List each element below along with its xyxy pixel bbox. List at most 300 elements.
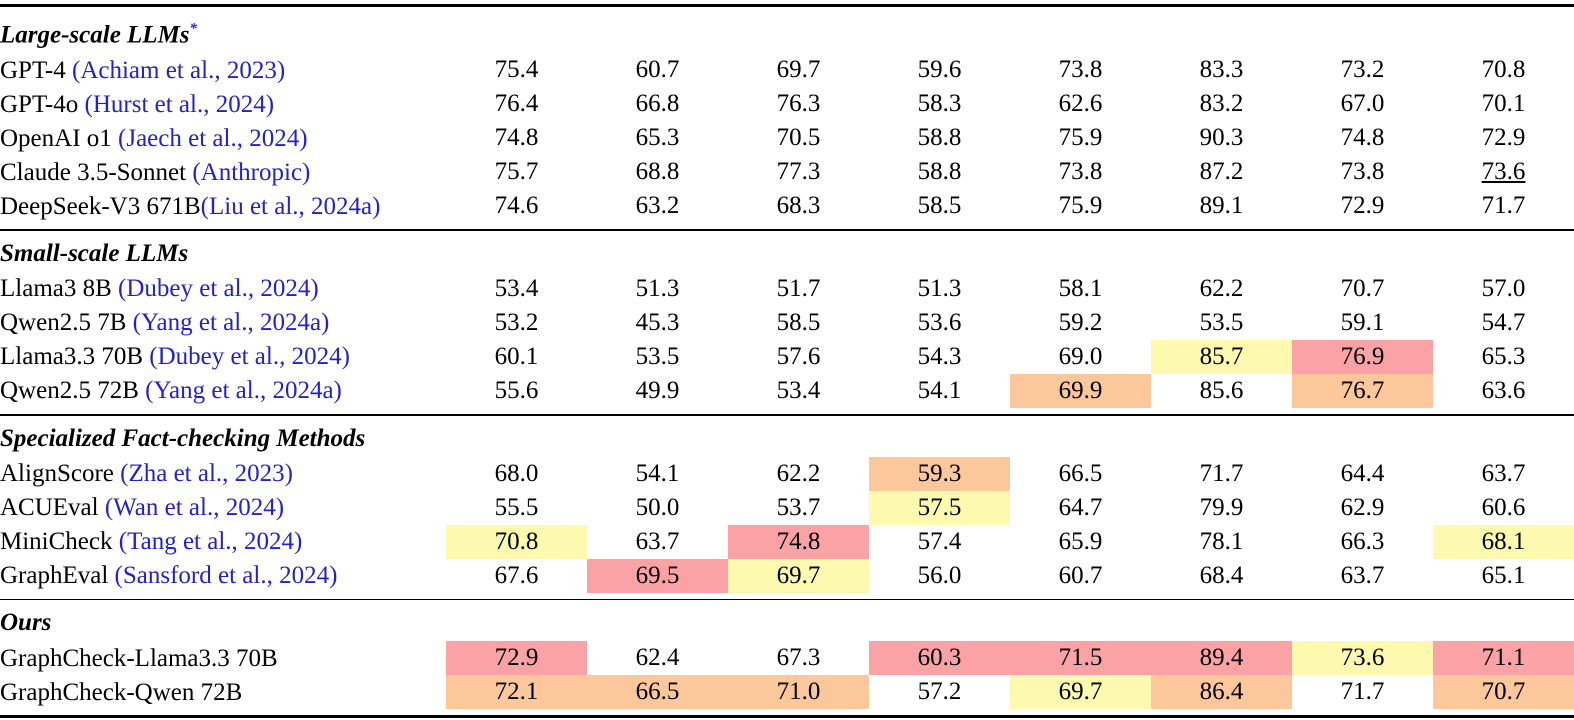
metric-cell xyxy=(1433,457,1574,491)
metric-value: 58.5 xyxy=(917,192,962,220)
metric-value: 63.7 xyxy=(635,527,680,555)
metric-cell xyxy=(446,155,587,189)
model-name-cell xyxy=(0,155,446,189)
metric-value: 62.2 xyxy=(1199,274,1244,302)
table-row xyxy=(0,306,1574,340)
metric-cell xyxy=(869,374,1010,408)
metric-value: 75.4 xyxy=(494,56,539,84)
metric-value: 49.9 xyxy=(635,376,680,404)
metric-cell xyxy=(728,491,869,525)
metric-value: 75.7 xyxy=(494,158,539,186)
model-name: AlignScore xyxy=(0,460,121,488)
metric-cell xyxy=(1292,306,1433,340)
metric-cell xyxy=(728,272,869,306)
metric-value: 53.5 xyxy=(1199,308,1244,336)
metric-value: 73.8 xyxy=(1340,158,1385,186)
metric-value: 66.5 xyxy=(587,675,728,709)
metric-value: 69.0 xyxy=(1058,342,1103,370)
metric-value: 53.5 xyxy=(635,342,680,370)
section-header-row xyxy=(0,11,1574,53)
metric-cell xyxy=(587,121,728,155)
metric-value: 85.6 xyxy=(1199,376,1244,404)
metric-value: 72.1 xyxy=(446,675,587,709)
metric-value: 69.7 xyxy=(776,56,821,84)
metric-cell xyxy=(1292,525,1433,559)
metric-value: 73.6 xyxy=(1292,641,1433,675)
metric-cell xyxy=(728,189,869,223)
metric-value: 70.1 xyxy=(1481,90,1526,118)
metric-cell xyxy=(587,53,728,87)
section-title: Specialized Fact-checking Methods xyxy=(0,424,366,452)
metric-value: 53.2 xyxy=(494,308,539,336)
metric-cell xyxy=(728,641,869,675)
metric-cell xyxy=(728,155,869,189)
metric-cell xyxy=(869,121,1010,155)
metric-cell xyxy=(1433,641,1574,675)
metric-cell xyxy=(869,87,1010,121)
metric-value: 66.8 xyxy=(635,90,680,118)
table-rule xyxy=(0,593,1574,606)
metric-cell xyxy=(1292,491,1433,525)
table-row xyxy=(0,121,1574,155)
metric-value: 77.3 xyxy=(776,158,821,186)
metric-value: 65.1 xyxy=(1481,561,1526,589)
metric-value: 75.9 xyxy=(1058,124,1103,152)
metric-value: 86.4 xyxy=(1151,675,1292,709)
model-name-cell xyxy=(0,457,446,491)
metric-cell xyxy=(446,457,587,491)
section-title: Large-scale LLMs xyxy=(0,21,190,49)
metric-cell xyxy=(587,374,728,408)
metric-cell xyxy=(1292,559,1433,593)
metric-cell xyxy=(1151,374,1292,408)
metric-value: 71.1 xyxy=(1433,641,1574,675)
metric-cell xyxy=(1151,155,1292,189)
metric-value: 57.2 xyxy=(917,678,962,706)
metric-cell xyxy=(1292,155,1433,189)
metric-value: 66.5 xyxy=(1058,459,1103,487)
model-name-cell xyxy=(0,121,446,155)
metric-value: 70.7 xyxy=(1433,675,1574,709)
model-name: GraphCheck-Llama3.3 70B xyxy=(0,644,278,672)
metric-value: 67.3 xyxy=(776,644,821,672)
table-row xyxy=(0,525,1574,559)
metric-value: 60.7 xyxy=(1058,561,1103,589)
metric-value: 70.7 xyxy=(1340,274,1385,302)
metric-cell xyxy=(1010,272,1151,306)
metric-cell xyxy=(446,491,587,525)
metric-value: 59.1 xyxy=(1340,308,1385,336)
model-name-cell xyxy=(0,559,446,593)
metric-value: 53.7 xyxy=(776,493,821,521)
metric-cell xyxy=(587,641,728,675)
model-name-cell xyxy=(0,374,446,408)
metric-value: 72.9 xyxy=(1340,192,1385,220)
metric-value: 45.3 xyxy=(635,308,680,336)
metric-value: 67.6 xyxy=(494,561,539,589)
metric-value: 59.6 xyxy=(917,56,962,84)
metric-cell xyxy=(1151,641,1292,675)
metric-value: 78.1 xyxy=(1199,527,1244,555)
model-name: GPT-4 xyxy=(0,56,73,84)
metric-cell xyxy=(869,155,1010,189)
metric-cell xyxy=(1292,340,1433,374)
metric-cell xyxy=(587,87,728,121)
metric-value: 73.2 xyxy=(1340,56,1385,84)
table-row xyxy=(0,675,1574,709)
metric-cell xyxy=(869,457,1010,491)
metric-cell xyxy=(1010,53,1151,87)
metric-cell xyxy=(587,272,728,306)
metric-value: 54.3 xyxy=(917,342,962,370)
metric-cell xyxy=(728,306,869,340)
metric-cell xyxy=(1010,189,1151,223)
metric-value: 53.4 xyxy=(776,376,821,404)
metric-cell xyxy=(869,559,1010,593)
metric-cell xyxy=(1433,189,1574,223)
metric-cell xyxy=(1010,155,1151,189)
metric-cell xyxy=(1292,121,1433,155)
metric-value: 83.3 xyxy=(1199,56,1244,84)
metric-cell xyxy=(1151,87,1292,121)
metric-value: 63.2 xyxy=(635,192,680,220)
metric-value: 68.8 xyxy=(635,158,680,186)
table-rule xyxy=(0,0,1574,11)
table-rule xyxy=(0,709,1574,720)
metric-cell xyxy=(1151,457,1292,491)
model-name-cell xyxy=(0,675,446,709)
section-header-row xyxy=(0,236,1574,272)
metric-cell xyxy=(728,340,869,374)
metric-cell xyxy=(1433,272,1574,306)
metric-cell xyxy=(869,306,1010,340)
metric-cell xyxy=(728,53,869,87)
metric-cell xyxy=(869,491,1010,525)
table-row xyxy=(0,374,1574,408)
metric-cell xyxy=(1292,374,1433,408)
metric-cell xyxy=(1010,121,1151,155)
model-name: ACUEval xyxy=(0,494,105,522)
metric-cell xyxy=(446,87,587,121)
metric-cell xyxy=(1010,491,1151,525)
model-name-cell xyxy=(0,53,446,87)
metric-value: 73.8 xyxy=(1058,56,1103,84)
metric-value: 71.7 xyxy=(1481,192,1526,220)
metric-cell xyxy=(1151,491,1292,525)
metric-cell xyxy=(1292,189,1433,223)
metric-value: 69.7 xyxy=(728,559,869,593)
metric-cell xyxy=(587,155,728,189)
section-header-row xyxy=(0,605,1574,641)
metric-cell xyxy=(728,121,869,155)
metric-value: 58.3 xyxy=(917,90,962,118)
metric-cell xyxy=(1010,641,1151,675)
citation-link[interactable]: (Jaech et al., 2024) xyxy=(118,124,308,152)
metric-cell xyxy=(1010,374,1151,408)
metric-value: 58.8 xyxy=(917,158,962,186)
metric-cell xyxy=(1292,675,1433,709)
model-name-cell xyxy=(0,340,446,374)
metric-value: 59.2 xyxy=(1058,308,1103,336)
metric-cell xyxy=(1433,155,1574,189)
metric-value: 63.7 xyxy=(1481,459,1526,487)
metric-value: 70.8 xyxy=(446,525,587,559)
metric-value: 53.6 xyxy=(917,308,962,336)
metric-cell xyxy=(446,53,587,87)
metric-value: 79.9 xyxy=(1199,493,1244,521)
citation-link[interactable]: (Yang et al., 2024a) xyxy=(145,377,342,405)
metric-cell xyxy=(869,53,1010,87)
metric-cell xyxy=(869,641,1010,675)
metric-cell xyxy=(1433,340,1574,374)
citation-link[interactable]: (Zha et al., 2023) xyxy=(120,460,293,488)
metric-value: 76.3 xyxy=(776,90,821,118)
metric-value: 64.4 xyxy=(1340,459,1385,487)
metric-cell xyxy=(1151,53,1292,87)
metric-value: 65.9 xyxy=(1058,527,1103,555)
metric-value: 69.5 xyxy=(587,559,728,593)
metric-cell xyxy=(728,374,869,408)
metric-value: 62.4 xyxy=(635,644,680,672)
metric-value: 63.6 xyxy=(1481,376,1526,404)
model-name-cell xyxy=(0,525,446,559)
metric-cell xyxy=(446,272,587,306)
metric-value: 74.8 xyxy=(1340,124,1385,152)
metric-value: 87.2 xyxy=(1199,158,1244,186)
metric-cell xyxy=(728,457,869,491)
model-name-cell xyxy=(0,87,446,121)
table-row xyxy=(0,53,1574,87)
metric-value: 74.8 xyxy=(728,525,869,559)
metric-value: 63.7 xyxy=(1340,561,1385,589)
metric-value: 76.4 xyxy=(494,90,539,118)
metric-value: 62.6 xyxy=(1058,90,1103,118)
metric-value: 70.8 xyxy=(1481,56,1526,84)
metric-value: 90.3 xyxy=(1199,124,1244,152)
section-title-superscript: * xyxy=(189,21,198,37)
metric-cell xyxy=(1433,559,1574,593)
metric-cell xyxy=(1151,559,1292,593)
citation-link[interactable]: (Yang et al., 2024a) xyxy=(132,309,330,337)
metric-value: 54.1 xyxy=(917,376,962,404)
metric-cell xyxy=(1433,525,1574,559)
metric-cell xyxy=(1292,457,1433,491)
metric-cell xyxy=(728,87,869,121)
section-header-row xyxy=(0,421,1574,457)
metric-value: 57.5 xyxy=(869,491,1010,525)
metric-cell xyxy=(1010,559,1151,593)
citation-link[interactable]: (Sansford et al., 2024) xyxy=(114,562,338,590)
metric-value: 71.7 xyxy=(1199,459,1244,487)
metric-value: 57.4 xyxy=(917,527,962,555)
metric-cell xyxy=(587,189,728,223)
metric-cell xyxy=(587,525,728,559)
citation-link[interactable]: (Dubey et al., 2024) xyxy=(118,275,319,303)
metric-cell xyxy=(1151,306,1292,340)
metric-value: 89.4 xyxy=(1151,641,1292,675)
metric-cell xyxy=(587,306,728,340)
metric-value: 56.0 xyxy=(917,561,962,589)
metric-cell xyxy=(446,559,587,593)
metric-value: 68.3 xyxy=(776,192,821,220)
metric-value: 62.9 xyxy=(1340,493,1385,521)
metric-value: 73.8 xyxy=(1058,158,1103,186)
citation-link[interactable]: (Wan et al., 2024) xyxy=(104,494,285,522)
metric-cell xyxy=(728,559,869,593)
table-row xyxy=(0,87,1574,121)
metric-value: 60.1 xyxy=(494,342,539,370)
metric-value: 51.7 xyxy=(776,274,821,302)
metric-value: 73.6 xyxy=(1481,158,1526,186)
metric-value: 51.3 xyxy=(635,274,680,302)
table-row xyxy=(0,189,1574,223)
metric-value: 71.0 xyxy=(728,675,869,709)
metric-cell xyxy=(1292,53,1433,87)
model-name: GPT-4o xyxy=(0,90,85,118)
metric-value: 68.4 xyxy=(1199,561,1244,589)
metric-cell xyxy=(728,675,869,709)
metric-value: 54.1 xyxy=(635,459,680,487)
metric-cell xyxy=(446,374,587,408)
metric-cell xyxy=(1151,189,1292,223)
metric-value: 68.1 xyxy=(1433,525,1574,559)
metric-cell xyxy=(1433,675,1574,709)
table-row xyxy=(0,457,1574,491)
metric-value: 66.3 xyxy=(1340,527,1385,555)
model-name: OpenAI o1 xyxy=(0,124,119,152)
metric-value: 89.1 xyxy=(1199,192,1244,220)
metric-value: 74.8 xyxy=(494,124,539,152)
metric-cell xyxy=(1292,641,1433,675)
metric-value: 65.3 xyxy=(1481,342,1526,370)
metric-cell xyxy=(1151,272,1292,306)
citation-link[interactable]: (Hurst et al., 2024) xyxy=(84,90,275,118)
metric-value: 76.9 xyxy=(1292,340,1433,374)
metric-cell xyxy=(1433,121,1574,155)
metric-value: 71.5 xyxy=(1010,641,1151,675)
model-name-cell xyxy=(0,189,446,223)
metric-value: 60.3 xyxy=(869,641,1010,675)
metric-value: 85.7 xyxy=(1151,340,1292,374)
metric-cell xyxy=(446,121,587,155)
table-row xyxy=(0,491,1574,525)
metric-value: 55.6 xyxy=(494,376,539,404)
metric-cell xyxy=(446,189,587,223)
metric-cell xyxy=(1433,374,1574,408)
model-name: GraphEval xyxy=(0,562,115,590)
model-name-cell xyxy=(0,491,446,525)
metric-value: 72.9 xyxy=(446,641,587,675)
model-name: Qwen2.5 7B xyxy=(0,309,133,337)
model-name: Qwen2.5 72B xyxy=(0,377,146,405)
metric-cell xyxy=(1151,675,1292,709)
metric-cell xyxy=(869,675,1010,709)
metric-cell xyxy=(587,457,728,491)
metric-value: 76.7 xyxy=(1292,374,1433,408)
metric-value: 62.2 xyxy=(776,459,821,487)
metric-cell xyxy=(587,559,728,593)
model-name: GraphCheck-Qwen 72B xyxy=(0,678,243,706)
table-row xyxy=(0,340,1574,374)
metric-value: 60.7 xyxy=(635,56,680,84)
table-rule xyxy=(0,223,1574,236)
metric-cell xyxy=(1151,121,1292,155)
metric-cell xyxy=(446,306,587,340)
metric-value: 67.0 xyxy=(1340,90,1385,118)
metric-value: 57.0 xyxy=(1481,274,1526,302)
metric-value: 53.4 xyxy=(494,274,539,302)
metric-cell xyxy=(728,525,869,559)
metric-cell xyxy=(1010,457,1151,491)
metric-value: 50.0 xyxy=(635,493,680,521)
table-row xyxy=(0,559,1574,593)
citation-link[interactable]: (Liu et al., 2024a) xyxy=(200,192,381,220)
citation-link[interactable]: (Achiam et al., 2023) xyxy=(72,56,286,84)
metric-cell xyxy=(1433,491,1574,525)
citation-link[interactable]: (Anthropic) xyxy=(192,158,311,186)
metric-cell xyxy=(1292,87,1433,121)
metric-cell xyxy=(869,272,1010,306)
table-row xyxy=(0,272,1574,306)
metric-cell xyxy=(446,340,587,374)
metric-cell xyxy=(446,641,587,675)
metric-value: 51.3 xyxy=(917,274,962,302)
metric-value: 64.7 xyxy=(1058,493,1103,521)
metric-cell xyxy=(446,675,587,709)
metric-cell xyxy=(1010,87,1151,121)
citation-link[interactable]: (Dubey et al., 2024) xyxy=(149,343,350,371)
metric-cell xyxy=(1433,306,1574,340)
metric-value: 65.3 xyxy=(635,124,680,152)
metric-value: 69.9 xyxy=(1010,374,1151,408)
model-name-cell xyxy=(0,306,446,340)
metric-value: 68.0 xyxy=(494,459,539,487)
metric-value: 71.7 xyxy=(1340,678,1385,706)
metric-cell xyxy=(1433,87,1574,121)
metric-value: 72.9 xyxy=(1481,124,1526,152)
metric-value: 58.8 xyxy=(917,124,962,152)
model-name: DeepSeek-V3 671B xyxy=(0,192,201,220)
metric-cell xyxy=(1151,340,1292,374)
metric-value: 55.5 xyxy=(494,493,539,521)
metric-cell xyxy=(446,525,587,559)
metric-cell xyxy=(587,340,728,374)
model-name: MiniCheck xyxy=(0,528,119,556)
citation-link[interactable]: (Tang et al., 2024) xyxy=(118,528,303,556)
section-title: Small-scale LLMs xyxy=(0,239,189,267)
metric-value: 57.6 xyxy=(776,342,821,370)
metric-cell xyxy=(587,675,728,709)
metric-value: 70.5 xyxy=(776,124,821,152)
metric-value: 75.9 xyxy=(1058,192,1103,220)
metric-cell xyxy=(1292,272,1433,306)
metric-cell xyxy=(869,189,1010,223)
metric-value: 54.7 xyxy=(1481,308,1526,336)
metric-cell xyxy=(1010,340,1151,374)
metric-cell xyxy=(1010,675,1151,709)
table-row xyxy=(0,641,1574,675)
metric-value: 69.7 xyxy=(1010,675,1151,709)
metric-cell xyxy=(1433,53,1574,87)
metric-cell xyxy=(1151,525,1292,559)
section-title: Ours xyxy=(0,609,52,637)
metric-value: 58.1 xyxy=(1058,274,1103,302)
model-name: Llama3.3 70B xyxy=(0,343,150,371)
metric-cell xyxy=(869,340,1010,374)
metric-value: 74.6 xyxy=(494,192,539,220)
metric-cell xyxy=(869,525,1010,559)
table-rule xyxy=(0,408,1574,421)
